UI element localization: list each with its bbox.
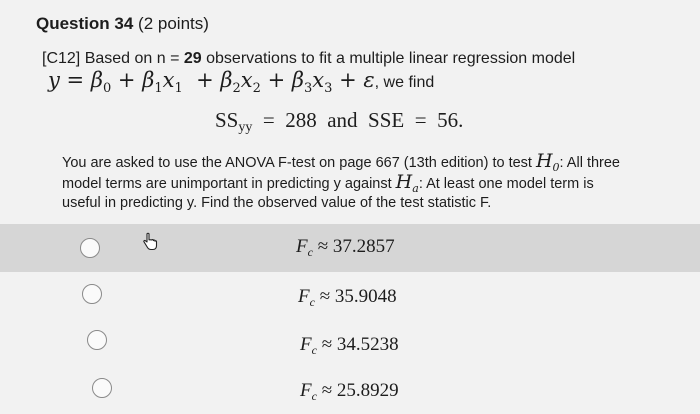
sample-size: 29 [183,50,202,67]
answer-option-3[interactable] [0,320,700,368]
h0-symbol: H [535,150,553,172]
option-4-label: $F_c \approx 25.8929$ [300,380,399,403]
intro-text-after: observations to fit a multiple linear regression model [201,50,576,67]
radio-button-icon[interactable] [82,284,102,304]
model-tail: , we find [374,74,435,91]
radio-button-icon[interactable] [87,330,107,350]
answer-option-4[interactable] [0,366,700,414]
and-word: and [327,108,358,132]
ss-subscript: yy [238,120,253,135]
intro-text-before: Based on n = [84,50,184,67]
option-2-label: $F_c \approx 35.9048$ [298,286,397,309]
ha-symbol: H [395,171,413,193]
instruction-part1: You are asked to use the ANOVA F-test on page 667 (13th edition) to test [62,155,536,171]
hand-pointer-icon [140,232,160,252]
option-2-value: 35.9048 [334,286,397,307]
question-title [36,14,209,34]
question-points: (2 points) [138,14,209,33]
option-3-label: $F_c \approx 34.5238$ [300,334,399,357]
ss-label: SS [215,108,239,132]
instruction-part2: : All three model terms are unimportant in predicting y against [62,155,620,192]
instruction-part3: : At least one model term is useful in predicting y. Find the observed value of the test statistic F. [62,176,594,211]
sse-label: SSE [368,108,405,132]
option-3-value: 34.5238 [336,334,399,355]
answer-option-1[interactable] [0,224,700,272]
ss-value: 288 [285,108,317,132]
question-code: [C12] [42,50,81,67]
regression-model [48,68,435,96]
model-equation: $y = \beta_0 + \beta_1x_1 + \beta_2x_2 + \beta_3x_3 + \varepsilon$ [48,68,375,96]
answer-option-2[interactable] [0,272,700,320]
question-number: Question 34 [36,14,134,33]
ha-subscript: a [412,182,419,195]
instruction-text [62,152,632,213]
radio-button-icon[interactable] [92,378,112,398]
option-1-label: $F_c \approx 37.2857$ [296,236,395,259]
option-4-value: 25.8929 [336,380,399,401]
h0-subscript: 0 [552,161,560,174]
radio-button-icon[interactable] [80,238,100,258]
option-1-value: 37.2857 [332,236,395,257]
question-intro [42,50,575,68]
sums-of-squares: SSyy = 288 and SSE = 56. [215,108,464,135]
sse-value: 56. [437,108,464,132]
